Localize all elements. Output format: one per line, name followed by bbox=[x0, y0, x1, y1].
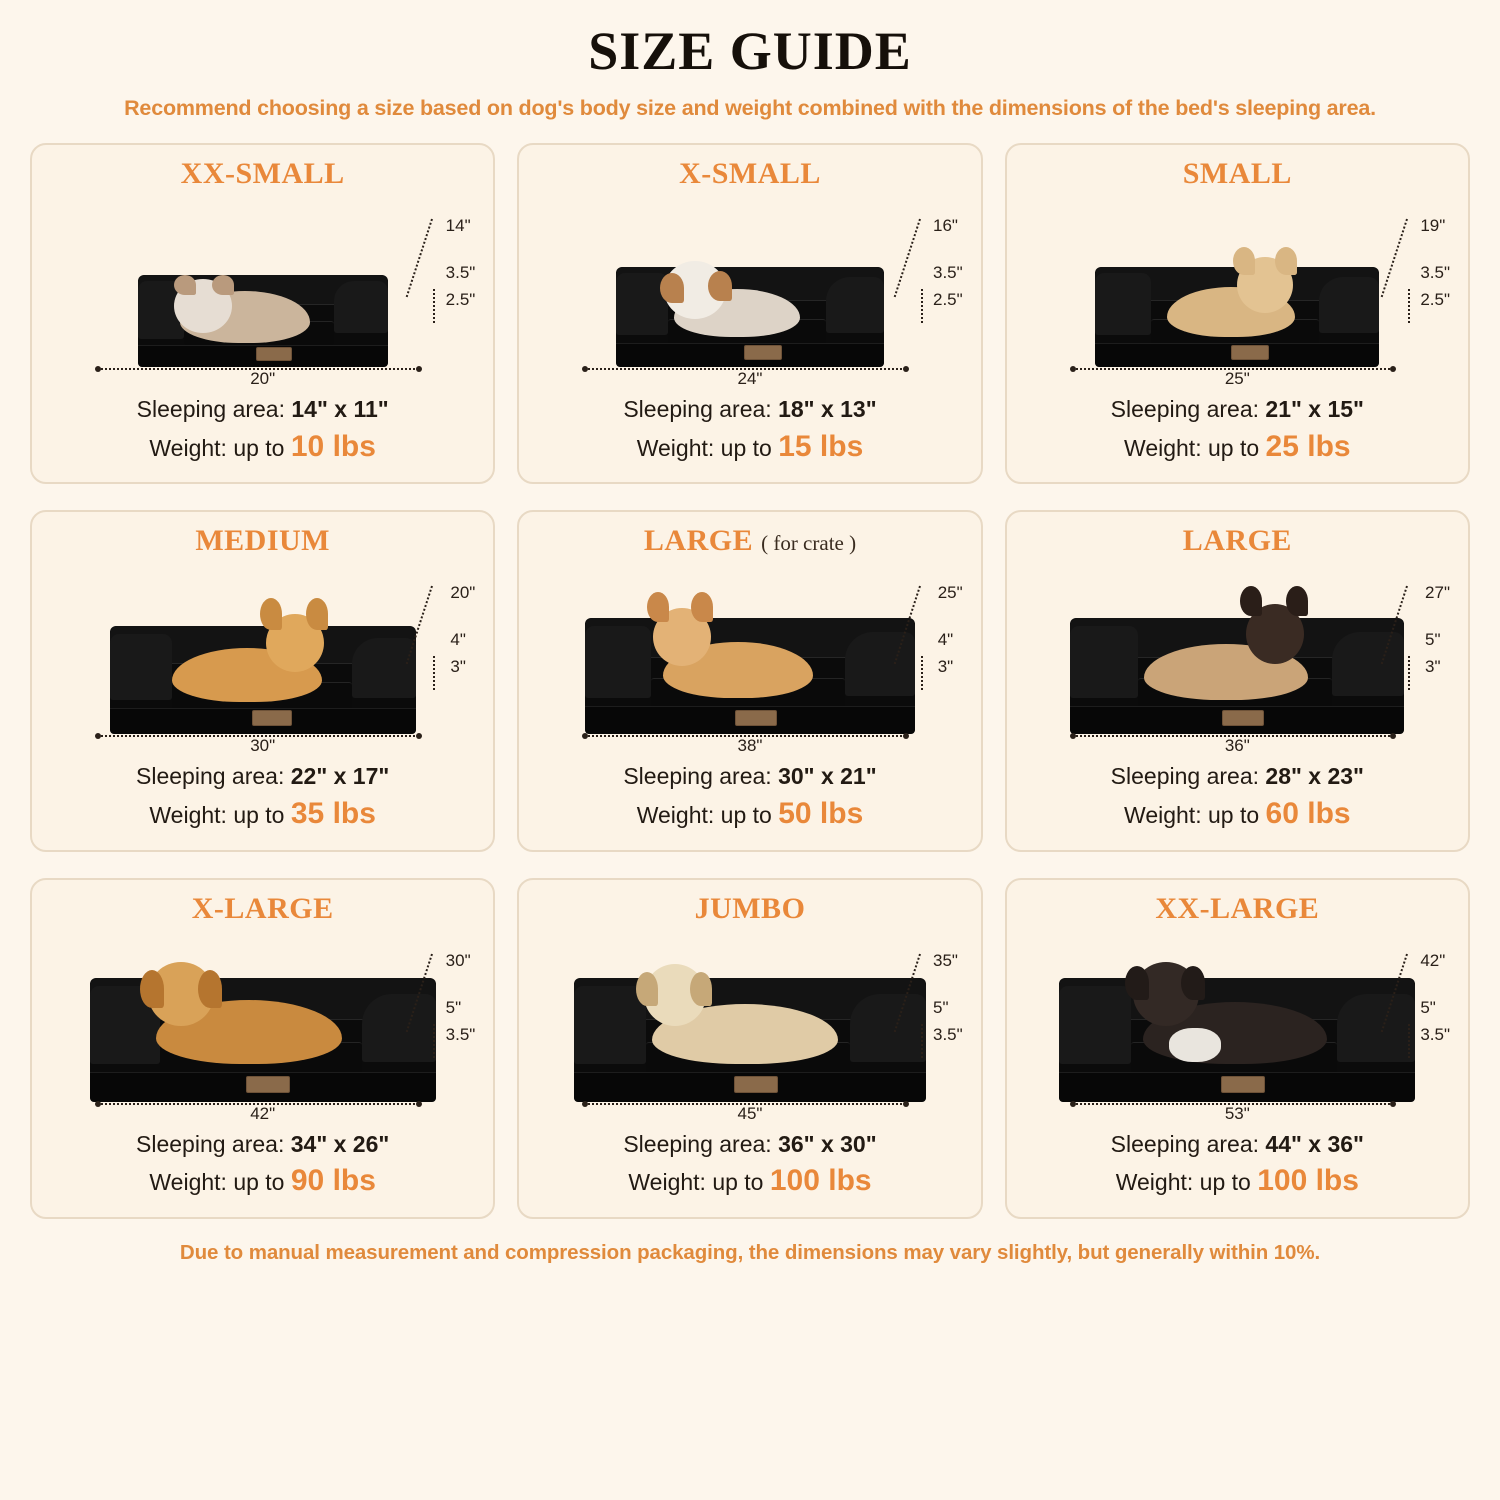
card-info bbox=[623, 393, 876, 468]
weight-value: 100 lbs bbox=[1257, 1164, 1359, 1198]
weight-label: Weight: up to bbox=[628, 1169, 764, 1196]
card-title: X-LARGE bbox=[191, 891, 334, 925]
dog-bed-illustration bbox=[616, 267, 884, 367]
bed-figure bbox=[46, 928, 479, 1124]
dimension-leader-2 bbox=[433, 656, 435, 690]
card-title: LARGE bbox=[1182, 524, 1292, 558]
width-dimension: 42" bbox=[250, 1103, 276, 1123]
dimension-leader bbox=[893, 219, 920, 298]
sleeping-area-value: 22" x 17" bbox=[290, 763, 390, 790]
card-title: SMALL bbox=[1182, 157, 1292, 190]
card-title: LARGE ( for crate ) bbox=[643, 524, 857, 558]
footnote: Due to manual measurement and compression packaging, the dimensions may vary slightly, but generally within 10%. bbox=[179, 1240, 1321, 1264]
size-card-x-large[interactable] bbox=[30, 878, 495, 1219]
sleeping-area-value: 34" x 26" bbox=[290, 1130, 390, 1157]
sleeping-area-value: 14" x 11" bbox=[291, 396, 389, 422]
dog-bed-illustration bbox=[1059, 978, 1415, 1102]
dimension-leader bbox=[406, 219, 433, 298]
height-dimensions: 20" 4" 3" bbox=[450, 583, 476, 677]
weight-value: 100 lbs bbox=[769, 1164, 872, 1198]
page-title: SIZE GUIDE bbox=[588, 21, 912, 81]
bed-figure bbox=[533, 928, 966, 1124]
height-dimensions: 16" 3.5" 2.5" bbox=[932, 216, 963, 309]
card-title: MEDIUM bbox=[195, 524, 330, 558]
bed-figure bbox=[1021, 560, 1454, 756]
card-info bbox=[1111, 1128, 1364, 1203]
page-subtitle: Recommend choosing a size based on dog's body size and weight combined with the dimensions of the bed's sleeping area. bbox=[124, 96, 1376, 120]
sleeping-area-label: Sleeping area: bbox=[623, 396, 772, 422]
bed-figure bbox=[533, 193, 966, 389]
card-title: XX-SMALL bbox=[180, 157, 345, 190]
sleeping-area-value: 30" x 21" bbox=[778, 763, 877, 790]
sleeping-area-value: 36" x 30" bbox=[778, 1130, 877, 1157]
bed-figure bbox=[1021, 928, 1454, 1124]
card-title: XX-LARGE bbox=[1155, 891, 1320, 925]
card-info bbox=[623, 760, 876, 835]
weight-value: 35 lbs bbox=[290, 796, 376, 830]
dog-bed-illustration bbox=[585, 618, 915, 734]
height-dimensions: 35" 5" 3.5" bbox=[932, 950, 963, 1044]
size-card-small[interactable] bbox=[1005, 143, 1470, 484]
dimension-leader-2 bbox=[921, 656, 923, 690]
width-dimension: 30" bbox=[250, 736, 276, 756]
card-info bbox=[623, 1128, 876, 1203]
size-card-grid bbox=[30, 143, 1470, 1219]
dimension-leader-2 bbox=[921, 289, 923, 323]
width-dimension: 24" bbox=[737, 369, 763, 388]
size-card-jumbo[interactable] bbox=[517, 878, 982, 1219]
weight-label: Weight: up to bbox=[149, 1169, 285, 1196]
dimension-leader-2 bbox=[1408, 656, 1410, 690]
card-info bbox=[1111, 760, 1364, 835]
dog-bed-illustration bbox=[1070, 618, 1404, 734]
sleeping-area-value: 28" x 23" bbox=[1265, 763, 1364, 790]
dog-bed-illustration bbox=[574, 978, 926, 1102]
weight-label: Weight: up to bbox=[636, 801, 772, 828]
height-dimensions: 27" 5" 3" bbox=[1425, 583, 1450, 677]
width-dimension: 38" bbox=[737, 736, 763, 756]
size-card-large[interactable] bbox=[1005, 510, 1470, 851]
dog-bed-illustration bbox=[90, 978, 436, 1102]
height-dimensions: 14" 3.5" 2.5" bbox=[445, 216, 476, 309]
dog-bed-illustration bbox=[110, 626, 416, 734]
dimension-leader-2 bbox=[433, 289, 435, 323]
sleeping-area-label: Sleeping area: bbox=[136, 1130, 285, 1157]
sleeping-area-label: Sleeping area: bbox=[1110, 763, 1260, 790]
sleeping-area-label: Sleeping area: bbox=[623, 763, 772, 790]
sleeping-area-label: Sleeping area: bbox=[1110, 1130, 1260, 1157]
sleeping-area-value: 44" x 36" bbox=[1265, 1130, 1364, 1157]
weight-label: Weight: up to bbox=[1124, 801, 1260, 828]
width-dimension: 25" bbox=[1224, 369, 1250, 388]
bed-figure bbox=[1021, 193, 1454, 389]
weight-label: Weight: up to bbox=[149, 434, 285, 461]
card-title: JUMBO bbox=[694, 891, 806, 925]
size-card-xx-small[interactable] bbox=[30, 143, 495, 484]
sleeping-area-label: Sleeping area: bbox=[623, 1130, 772, 1157]
card-info bbox=[136, 760, 389, 835]
sleeping-area-label: Sleeping area: bbox=[136, 763, 285, 790]
bed-figure bbox=[46, 560, 479, 756]
width-dimension: 45" bbox=[737, 1103, 763, 1123]
weight-value: 25 lbs bbox=[1265, 429, 1351, 463]
card-info bbox=[137, 393, 389, 468]
width-dimension: 20" bbox=[250, 369, 276, 388]
bed-figure bbox=[533, 560, 966, 756]
size-card-large-crate[interactable] bbox=[517, 510, 982, 851]
width-dimension: 36" bbox=[1224, 736, 1250, 756]
dimension-leader-2 bbox=[1408, 289, 1410, 323]
weight-value: 10 lbs bbox=[290, 429, 376, 463]
card-info bbox=[1111, 393, 1364, 468]
size-card-x-small[interactable] bbox=[517, 143, 982, 484]
weight-value: 90 lbs bbox=[290, 1164, 376, 1198]
height-dimensions: 19" 3.5" 2.5" bbox=[1420, 216, 1450, 309]
dimension-leader bbox=[406, 586, 433, 665]
weight-value: 60 lbs bbox=[1265, 796, 1351, 830]
dimension-leader-2 bbox=[433, 1024, 435, 1058]
height-dimensions: 25" 4" 3" bbox=[937, 583, 963, 677]
weight-label: Weight: up to bbox=[636, 434, 772, 461]
sleeping-area-value: 18" x 13" bbox=[778, 396, 877, 422]
weight-label: Weight: up to bbox=[1115, 1169, 1251, 1196]
weight-value: 15 lbs bbox=[778, 429, 864, 463]
sleeping-area-label: Sleeping area: bbox=[1110, 396, 1260, 422]
dimension-leader-2 bbox=[921, 1024, 923, 1058]
sleeping-area-value: 21" x 15" bbox=[1265, 396, 1364, 422]
weight-label: Weight: up to bbox=[1124, 434, 1260, 461]
card-info bbox=[136, 1128, 389, 1203]
dog-bed-illustration bbox=[138, 275, 388, 367]
card-title: X-SMALL bbox=[679, 157, 821, 190]
height-dimensions: 42" 5" 3.5" bbox=[1420, 950, 1450, 1044]
weight-label: Weight: up to bbox=[149, 801, 285, 828]
height-dimensions: 30" 5" 3.5" bbox=[445, 950, 476, 1044]
size-card-xx-large[interactable] bbox=[1005, 878, 1470, 1219]
weight-value: 50 lbs bbox=[778, 796, 864, 830]
size-card-medium[interactable] bbox=[30, 510, 495, 851]
small-pet-silhouette bbox=[1169, 1028, 1221, 1062]
dimension-leader-2 bbox=[1408, 1024, 1410, 1058]
width-dimension: 53" bbox=[1224, 1103, 1250, 1123]
dimension-leader bbox=[1381, 219, 1408, 298]
bed-figure bbox=[46, 193, 479, 389]
sleeping-area-label: Sleeping area: bbox=[136, 396, 285, 422]
dog-bed-illustration bbox=[1095, 267, 1379, 367]
